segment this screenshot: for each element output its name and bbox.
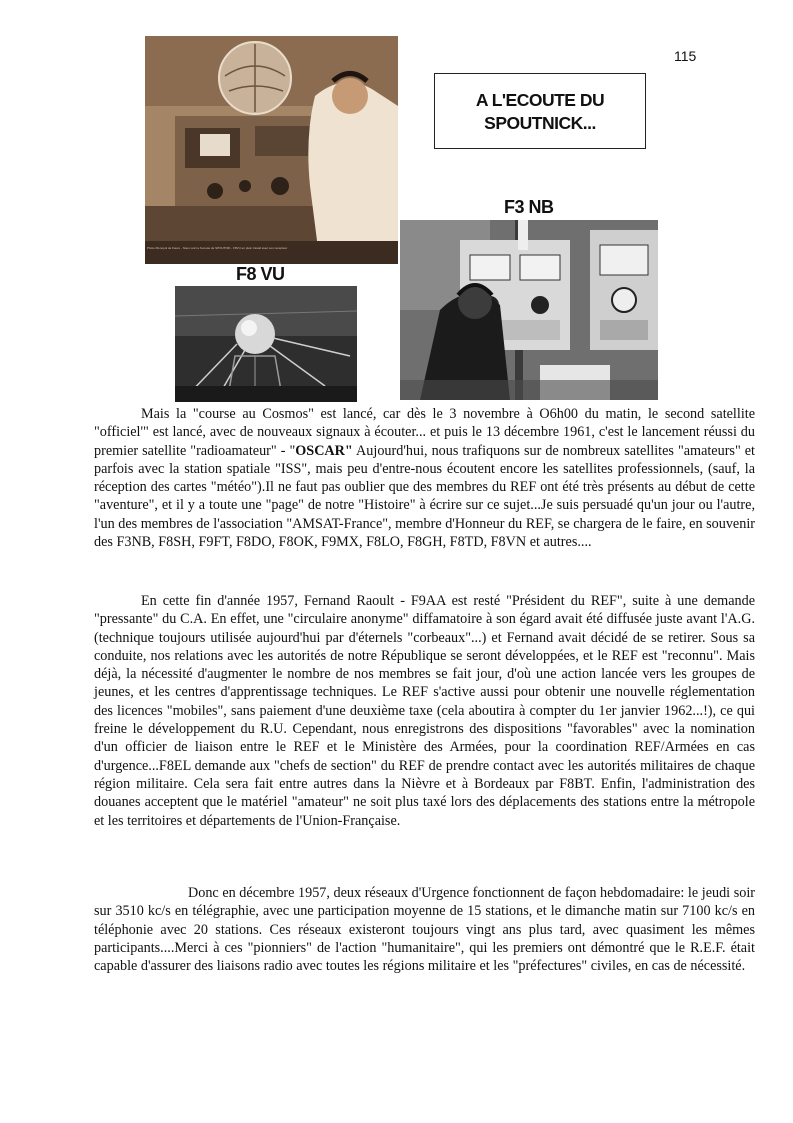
paragraph-1-text-a: Mais la "course au Cosmos" est lancé, car dès le 3 novembre à O6h00 du matin, le second satellite "officiel'" est lancé, avec de nouveaux signaux à écouter... et puis le 13 décembre 1961, c'est le lancement réussi du premier satellite "radioamateur" - "	[94, 406, 755, 459]
paragraph-1	[94, 405, 755, 551]
paragraph-2	[94, 592, 755, 830]
callsign-label-f8vu: F8 VU	[236, 264, 285, 284]
paragraph-2-text: En cette fin d'année 1957, Fernand Raoult - F9AA est resté "Président du REF", suite à une demande "pressante" du C.A. En effet, une "circulaire anonyme" diffamatoire à son égard avait été diffusée juste avant l'A.G. (technique toujours utilisée aujourd'hui par d'éternels "corbeaux"...) et Fernand avait décidé de se retirer. Sous sa conduite, nos relations avec les autorités de notre République se seront développées, et le REF est "reconnu". Mais déjà, la nécessité d'augmenter le nombre de nos membres se fait jour, d'où une action lancée vers les groupes de jeunes, et les centres d'apprentissage techniques. Le REF s'active aussi pour obtenir une nouvelle réglementation des licences "mobiles", sans paiement d'une deuxième taxe (cela aboutira à compter du 1er janvier 1962...!), ce qui freine le développement du R.U. Cependant, nous enregistrons des dispositions "favorables" avec la nomination d'un officier de liaison entre le REF et le Ministère des Armées, pour la coordination REF/Armées en cas d'urgence...F8EL demande aux "chefs de section" du REF de prendre contact avec les autorités militaires de chaque région militaire. Cela sera fait entre autres dans la Nièvre et à Bordeaux par F8BT. Enfin, l'administration des douanes acceptent que le matériel "amateur" ne soit plus taxé lors des déplacements des stations entre la métropole et les territoires et départements de l'Union-Française.	[94, 593, 755, 829]
paragraph-1-text-b: Aujourd'hui, nous trafiquons sur de nombreux satellites "amateurs" et parfois avec la station spatiale "ISS", mais peu d'entre-nous écoutent encore les satellites professionnels, (sauf, la réception des cartes "météo").Il ne faut pas oublier que des membres du REF ont été très présents au début de cette "aventure", et il y a toute une "page" de notre "Histoire" à écrire sur ce sujet...Je suis persuadé qu'un jour ou l'autre, l'un des membres de l'association "AMSAT-France", membre d'Honneur du REF, se chargera de le faire, en souvenir des F3NB, F8SH, F9FT, F8DO, F8OK, F9MX, F8LO, F8GH, F8TD, F8VN et autres....	[94, 442, 755, 551]
page-number: 115	[674, 48, 697, 64]
paragraph-3	[94, 884, 755, 975]
sputnik-photo	[175, 286, 357, 402]
oscar-bold: OSCAR"	[295, 442, 353, 459]
callsign-label-f3nb: F3 NB	[504, 197, 554, 217]
radio-station-photo	[400, 220, 658, 400]
photo-caption: Photo Monopol de Faure - Nous voici a l'ecoute de SPOUTNIK - F8VU en plein travail avec son recepteur	[147, 246, 288, 250]
operator-photo	[145, 36, 398, 264]
title-line-1: A L'ECOUTE DU	[475, 90, 605, 110]
title-box	[434, 73, 646, 149]
paragraph-3-text: Donc en décembre 1957, deux réseaux d'Urgence fonctionnent de façon hebdomadaire: le jeudi soir sur 3510 kc/s en télégraphie, avec une participation moyenne de 15 stations, et le dimanche matin sur 7100 kc/s en téléphonie avec 20 stations. Ces réseaux existeront toujours vingt ans plus tard, avec quasiment les mêmes participants....Merci à ces "pionniers" de l'action "humanitaire", qui les premiers ont démontré que le R.E.F. était capable d'assurer des liaisons radio avec toutes les régions militaire et les "préfectures" civiles, en cas de nécessité.	[94, 885, 755, 975]
title-line-2: SPOUTNICK...	[484, 113, 596, 133]
